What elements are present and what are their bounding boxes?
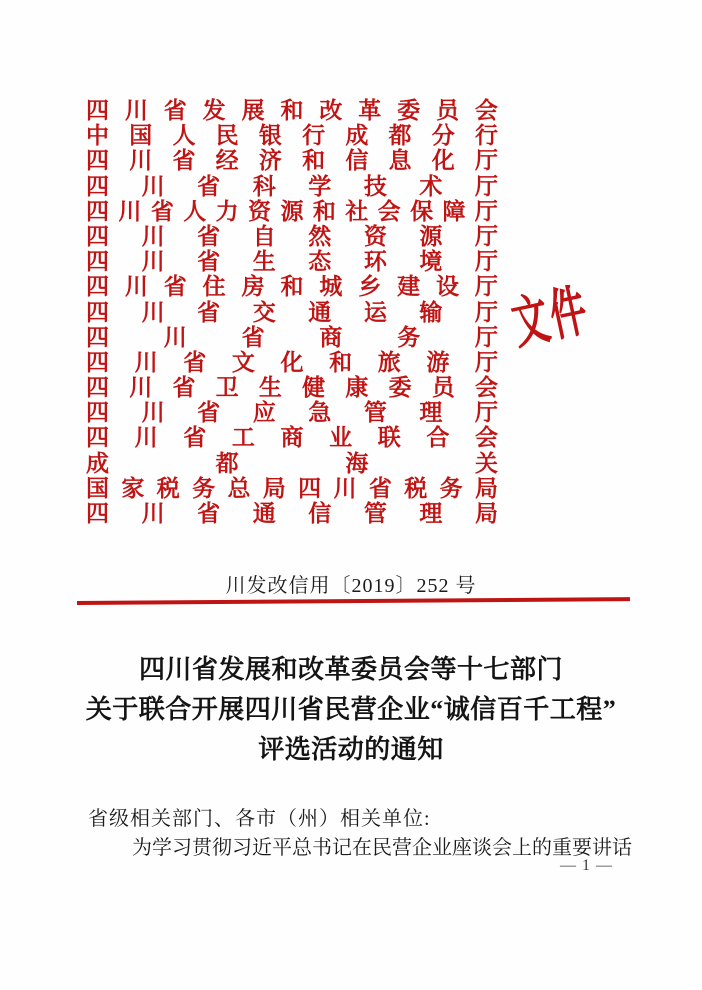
department-line: 四 川 省 应 急 管 理 厅 — [86, 400, 498, 426]
page-number: — 1 — — [560, 857, 613, 874]
department-line: 四 川 省 住 房 和 城 乡 建 设 厅 — [86, 274, 498, 300]
salutation-line: 省级相关部门、各市（州）相关单位: — [88, 808, 431, 830]
department-line: 四 川 省 交 通 运 输 厅 — [86, 299, 498, 325]
title-line: 四川省发展和改革委员会等十七部门 — [138, 655, 563, 684]
department-line: 四 川 省 自 然 资 源 厅 — [86, 223, 498, 249]
department-line: 成 都 海 关 — [86, 450, 498, 476]
issuing-departments-list — [86, 98, 498, 526]
department-line: 四 川 省 科 学 技 术 厅 — [86, 173, 498, 199]
department-line: 四 川 省 工 商 业 联 合 会 — [86, 425, 498, 451]
department-line: 四 川 省 经 济 和 信 息 化 厅 — [86, 148, 498, 174]
document-number: 川发改信用〔2019〕252 号 — [225, 575, 477, 597]
department-line: 四 川 省 文 化 和 旅 游 厅 — [86, 349, 498, 375]
title-line: 关于联合开展四川省民营企业“诚信百千工程” — [85, 695, 617, 724]
department-line: 四 川 省 人 力 资 源 和 社 会 保 障 厅 — [86, 198, 498, 224]
title-line: 评选活动的通知 — [258, 735, 444, 764]
department-line: 四 川 省 商 务 厅 — [86, 324, 498, 350]
department-line: 四 川 省 发 展 和 改 革 委 员 会 — [86, 98, 498, 123]
body-paragraph-first-line: 为 学 习 贯 彻 习 近 平 总 书 记 在 民 营 企 业 座 谈 会 上 的 重 要 讲 话 — [132, 837, 632, 859]
department-line: 国 家 税 务 总 局 四 川 省 税 务 局 — [86, 475, 498, 501]
department-line: 中 国 人 民 银 行 成 都 分 行 — [86, 123, 498, 149]
document-title — [0, 650, 702, 770]
department-line: 四 川 省 生 态 环 境 厅 — [86, 249, 498, 275]
department-line: 四 川 省 卫 生 健 康 委 员 会 — [86, 375, 498, 401]
wenjian-stamp-label: 文件 — [506, 279, 595, 357]
department-line: 四 川 省 通 信 管 理 局 — [86, 501, 498, 526]
red-separator-rule — [77, 597, 630, 605]
